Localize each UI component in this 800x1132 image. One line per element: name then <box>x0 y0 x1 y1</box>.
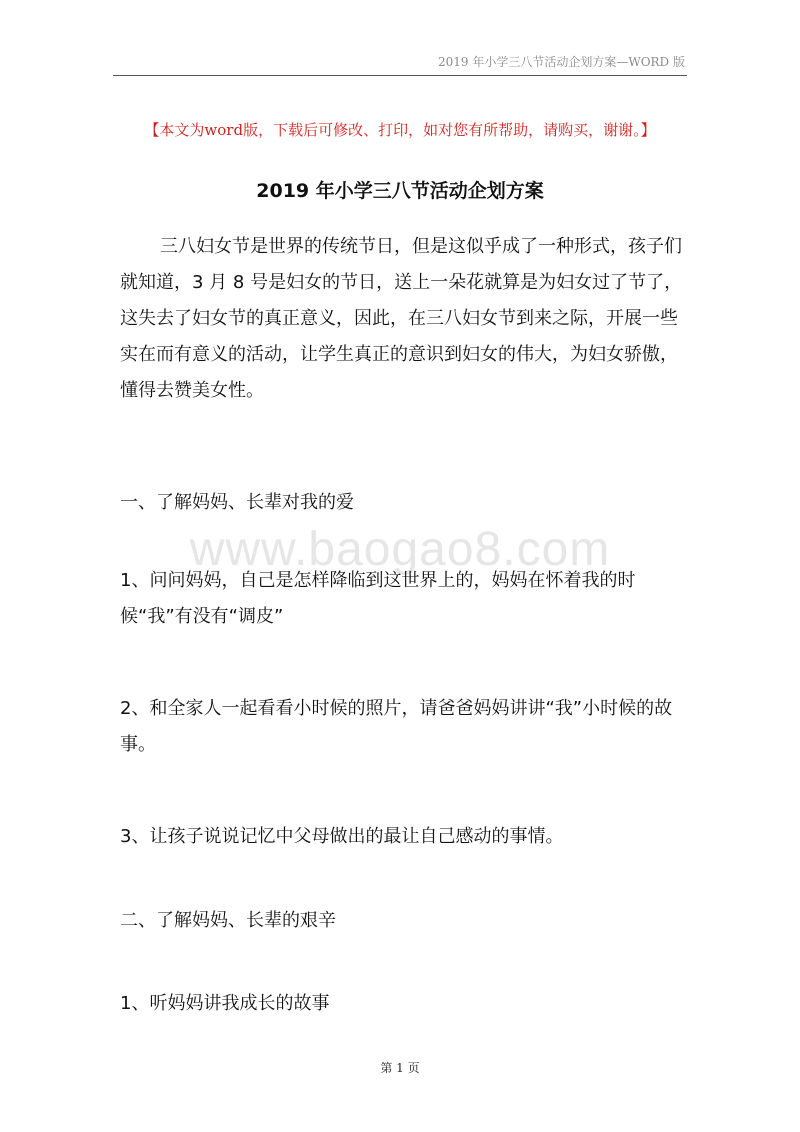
section2-item-1: 1、听妈妈讲我成长的故事 <box>120 993 330 1014</box>
watermark: www.baogao8.com <box>189 523 611 576</box>
section1-item-3: 3、让孩子说说记忆中父母做出的最让自己感动的事情。 <box>120 826 564 847</box>
download-notice: 【本文为word版，下载后可修改、打印，如对您有所帮助，请购买，谢谢。】 <box>144 121 656 139</box>
document-title: 2019 年小学三八节活动企划方案 <box>256 180 544 202</box>
page-number: 第 1 页 <box>380 1061 420 1075</box>
section1-item-2: 2、和全家人一起看看小时候的照片，请爸爸妈妈讲讲“我”小时候的故事。 <box>120 698 673 755</box>
running-header: 2019 年小学三八节活动企划方案—WORD 版 <box>438 55 685 69</box>
section1-item-1: 1、问问妈妈，自己是怎样降临到这世界上的，妈妈在怀着我的时候“我”有没有“调皮” <box>120 570 636 627</box>
section-heading-1: 一、了解妈妈、长辈对我的爱 <box>120 492 354 513</box>
header-divider <box>113 75 687 76</box>
intro-paragraph: 三八妇女节是世界的传统节日，但是这似乎成了一种形式，孩子们就知道，3 月 8 号是妇女的节日，送上一朵花就算是为妇女过了节了，这失去了妇女节的真正意义，因此，在三八妇女节到来之际，开展一些实在而有意义的活动，让学生真正的意识到妇女的伟大，为妇女骄傲，懂得去赞美女性。 <box>120 236 683 401</box>
section-heading-2: 二、了解妈妈、长辈的艰辛 <box>120 910 336 931</box>
